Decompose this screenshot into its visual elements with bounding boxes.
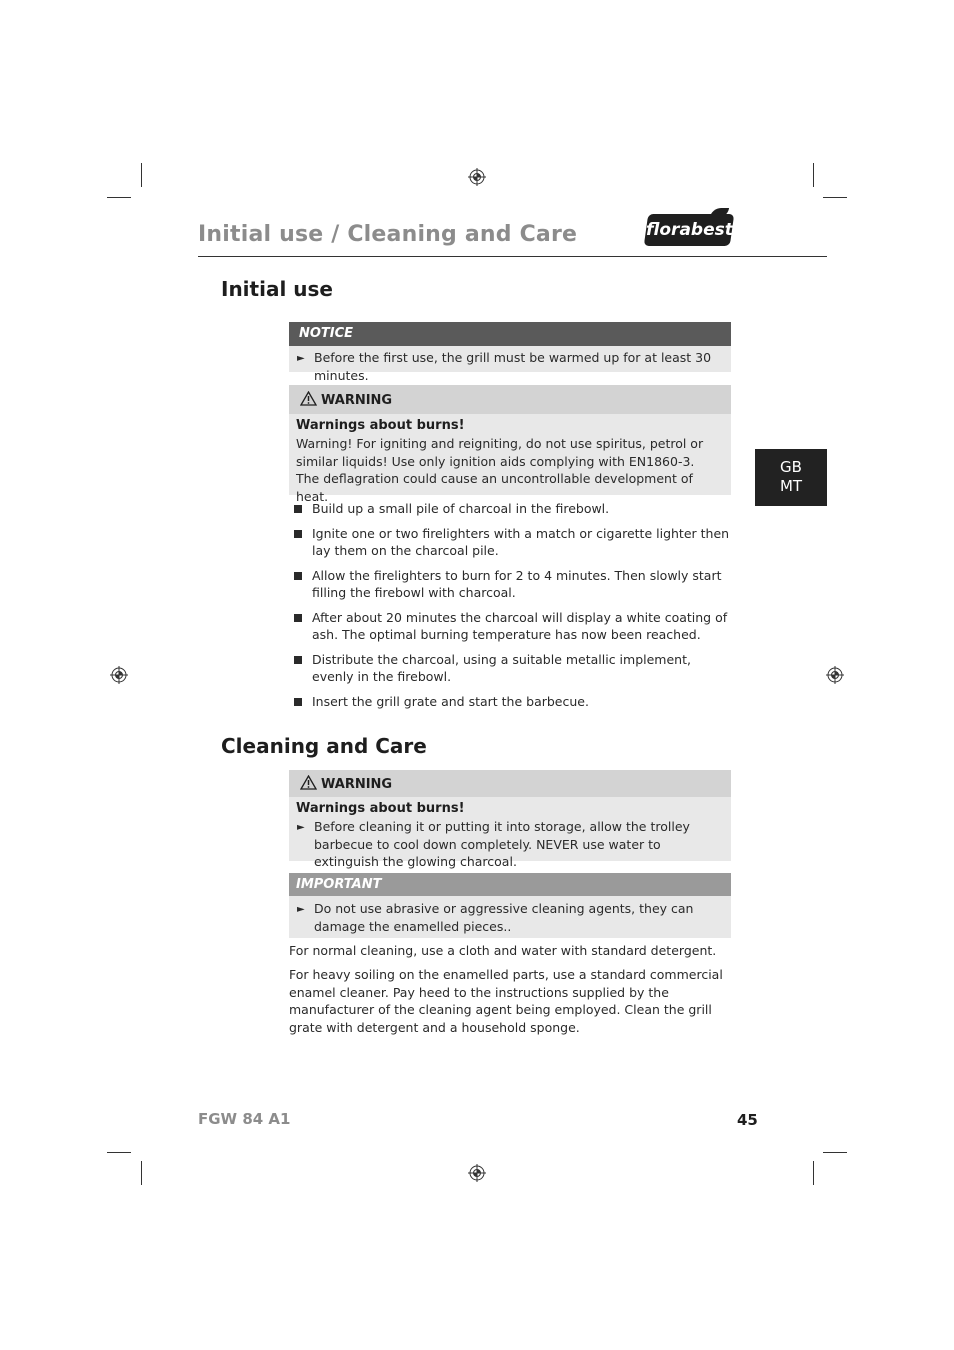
notice-text: Before the first use, the grill must be warmed up for at least 30 minutes.	[314, 350, 712, 383]
crop-mark	[107, 1152, 131, 1153]
page-title: Initial use / Cleaning and Care	[198, 222, 578, 247]
important-text: Do not use abrasive or aggressive cleaning agents, they can damage the enamelled pieces..	[314, 901, 694, 934]
warning-label: WARNING	[321, 393, 393, 408]
warning-item-text: Before cleaning it or putting it into storage, allow the trolley barbecue to cool down completely. NEVER use water to extinguish the glowing charcoal.	[314, 819, 690, 869]
important-label: IMPORTANT	[289, 873, 731, 896]
paragraph-normal-cleaning: For normal cleaning, use a cloth and water with standard detergent.	[289, 943, 717, 958]
square-bullet-icon	[294, 698, 302, 706]
paragraph-heavy-soiling: For heavy soiling on the enamelled parts, use a standard commercial enamel cleaner. Pay heed to the instructions supplied by the manufacturer of the cleaning agent being employed. Clean the grill grate with detergent and a household sponge.	[289, 967, 723, 1035]
notice-box	[289, 322, 731, 383]
section-heading-initial-use: Initial use	[221, 277, 333, 301]
crop-mark	[813, 1161, 814, 1185]
section-heading-cleaning: Cleaning and Care	[221, 734, 427, 758]
square-bullet-icon	[294, 572, 302, 580]
warning-header	[289, 385, 731, 414]
square-bullet-icon	[294, 530, 302, 538]
warning-header	[289, 770, 731, 797]
list-item: Insert the grill grate and start the barbecue.	[293, 693, 733, 711]
model-number: FGW 84 A1	[198, 1110, 291, 1128]
warning-box	[289, 385, 731, 504]
warning-triangle-icon	[300, 775, 317, 790]
language-code-gb: GB	[780, 458, 802, 476]
steps-list	[293, 500, 733, 710]
list-item: Build up a small pile of charcoal in the firebowl.	[293, 500, 733, 518]
crop-mark	[823, 197, 847, 198]
warning-subtitle: Warnings about burns!	[296, 418, 465, 433]
warning-box-cleaning	[289, 770, 731, 869]
important-box	[289, 873, 731, 938]
crop-mark	[107, 197, 131, 198]
warning-label: WARNING	[321, 777, 393, 792]
crop-mark	[823, 1152, 847, 1153]
square-bullet-icon	[294, 614, 302, 622]
brand-logo	[644, 214, 734, 246]
arrow-bullet-icon: ►	[297, 822, 305, 833]
registration-mark-icon	[825, 665, 845, 685]
square-bullet-icon	[294, 656, 302, 664]
notice-item	[289, 346, 731, 390]
list-item: Allow the firelighters to burn for 2 to 4 minutes. Then slowly start filling the firebowl with charcoal.	[293, 567, 733, 602]
warning-text: Warning! For igniting and reigniting, do not use spiritus, petrol or similar liquids! Use only ignition aids complying with EN1860-3. The deflagration could cause an uncontrollable development of heat.	[296, 436, 704, 504]
language-tab	[755, 449, 827, 506]
crop-mark	[813, 163, 814, 187]
registration-mark-icon	[109, 665, 129, 685]
page-number: 45	[737, 1111, 758, 1129]
important-item	[289, 896, 731, 941]
crop-mark	[141, 1161, 142, 1185]
arrow-bullet-icon: ►	[297, 904, 305, 915]
list-item: After about 20 minutes the charcoal will display a white coating of ash. The optimal burning temperature has now been reached.	[293, 609, 733, 644]
list-item: Distribute the charcoal, using a suitable metallic implement, evenly in the firebowl.	[293, 651, 733, 686]
square-bullet-icon	[294, 505, 302, 513]
list-item: Ignite one or two firelighters with a match or cigarette lighter then lay them on the charcoal pile.	[293, 525, 733, 560]
notice-label: NOTICE	[289, 322, 731, 346]
language-code-mt: MT	[779, 477, 803, 495]
warning-item	[289, 816, 731, 877]
arrow-bullet-icon: ►	[297, 353, 305, 364]
brand-logo-text: florabest	[646, 220, 733, 240]
warning-triangle-icon	[300, 391, 317, 406]
title-divider	[198, 256, 827, 257]
registration-mark-icon	[467, 1163, 487, 1183]
warning-subtitle: Warnings about burns!	[296, 801, 465, 816]
registration-mark-icon	[467, 167, 487, 187]
crop-mark	[141, 163, 142, 187]
